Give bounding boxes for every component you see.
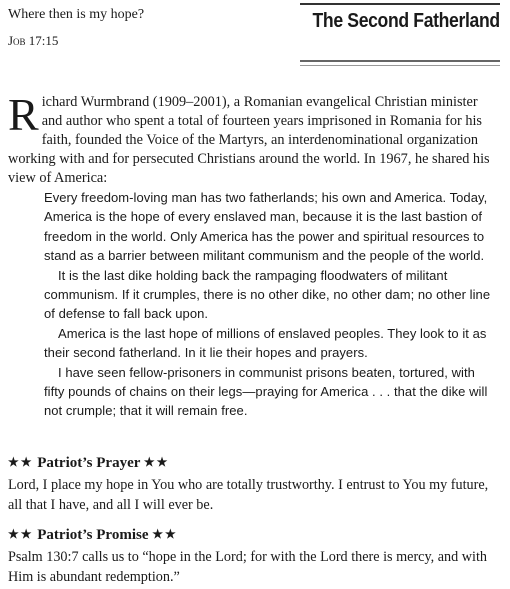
prayer-heading — [8, 452, 503, 473]
promise-heading — [8, 524, 503, 545]
prayer-heading-text: Patriot’s Prayer — [37, 455, 141, 471]
star-icon: ★★ — [8, 527, 34, 541]
star-icon: ★★ — [8, 455, 34, 469]
epigraph-reference: Job 17:15 — [8, 33, 59, 48]
intro-text: ichard Wurmbrand (1909–2001), a Romanian evangelical Christian minister and author who spent a total of fourteen years imprisoned in Romania for his faith, founded the Voice of the Martyrs, an interdenominational organization working with and for persecuted Christians around the world. In 1967, he shared his view of America: — [8, 94, 490, 186]
block-quote — [44, 188, 499, 421]
drop-cap: R — [8, 89, 39, 140]
promise-text: Psalm 130:7 calls us to “hope in the Lord; for with the Lord there is mercy, and with Him is abundant redemption.” — [8, 549, 487, 585]
epigraph — [8, 6, 144, 50]
prayer-section — [8, 452, 503, 515]
promise-heading-text: Patriot’s Promise — [37, 527, 149, 543]
epigraph-text: Where then is my hope? — [8, 7, 145, 22]
title-rule-bottom — [300, 60, 500, 62]
star-icon: ★★ — [152, 527, 178, 541]
quote-paragraph: I have seen fellow-prisoners in communist prisons beaten, tortured, with fifty pounds of chains on their legs—praying for America . . . that the dike will not crumple; that it will remain free. — [44, 364, 488, 419]
star-icon: ★★ — [143, 455, 170, 469]
promise-section — [8, 524, 503, 587]
quote-paragraph: America is the last hope of millions of enslaved peoples. They look to it as their second fatherland. In it lie their hopes and prayers. — [44, 325, 487, 361]
prayer-text: Lord, I place my hope in You who are totally trustworthy. I entrust to You my future, all that I have, and all I will ever be. — [8, 477, 489, 513]
quote-paragraph: It is the last dike holding back the rampaging floodwaters of militant communism. If it crumples, there is no other dike, no other dam; no other line of defense to fall back upon. — [44, 267, 491, 322]
intro-paragraph — [8, 89, 501, 188]
page-title: The Second Fatherland — [312, 10, 500, 32]
title-rule-top — [300, 3, 500, 5]
quote-paragraph: Every freedom-loving man has two fatherlands; his own and America. Today, America is the hope of every enslaved man, because it is the last bastion of freedom in the world. Only America has the power and spiritual resources to stand as a barrier between militant communism and the people of the world. — [44, 190, 488, 264]
title-rule-bottom-thin — [300, 65, 500, 66]
